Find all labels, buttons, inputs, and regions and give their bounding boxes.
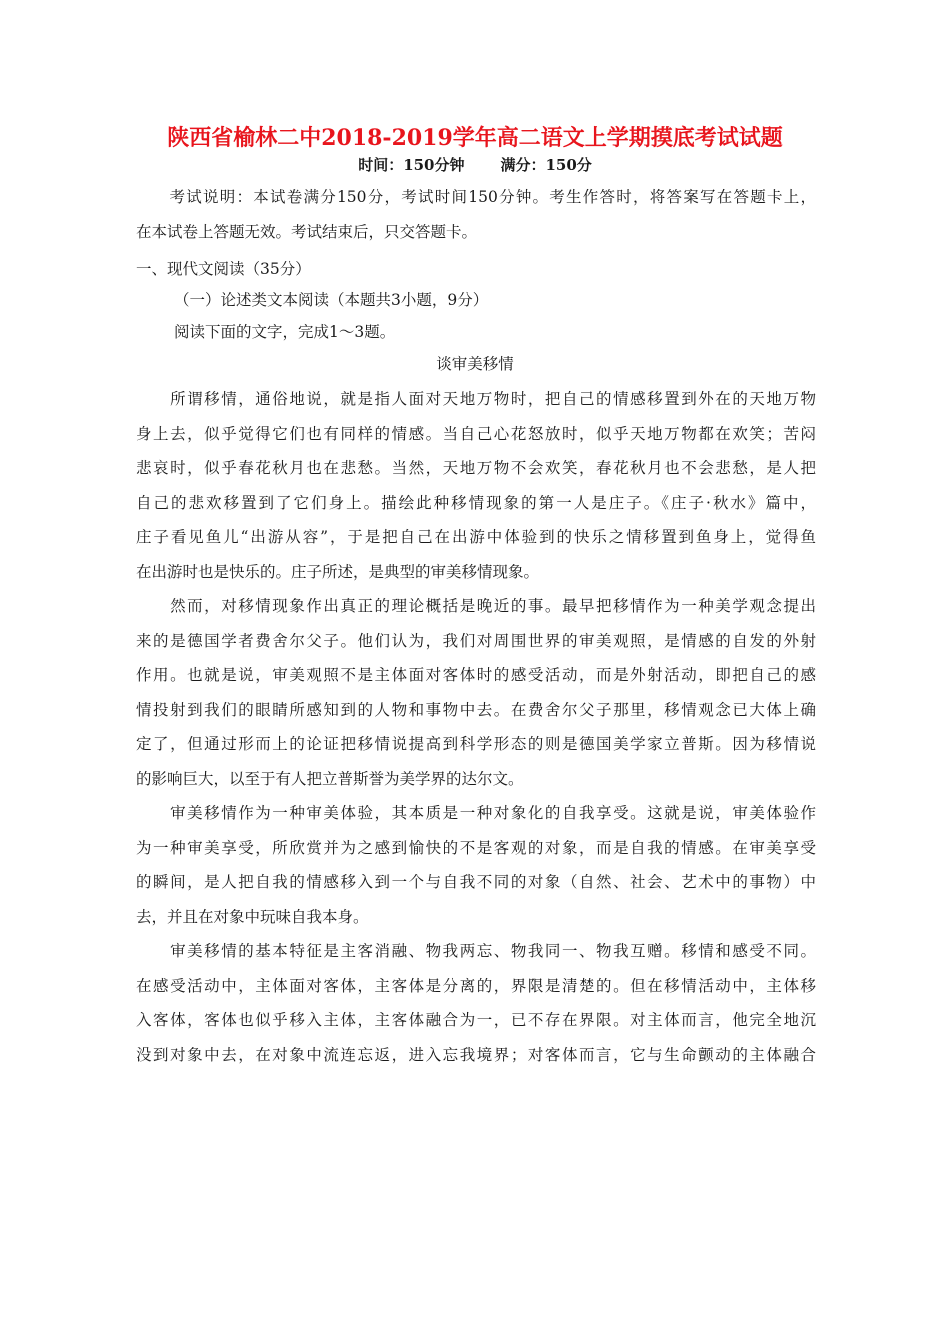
- paragraph-line: 审美移情的基本特征是主客消融、物我两忘、物我同一、物我互赠。移情和感受不同。: [136, 942, 816, 960]
- paragraph-4: [136, 934, 816, 1072]
- paragraph-line: 身上去，似乎觉得它们也有同样的情感。当自己心花怒放时，似乎天地万物都在欢笑；苦闷: [136, 424, 816, 443]
- exam-meta: [0, 154, 950, 176]
- paragraph-line: 审美移情作为一种审美体验，其本质是一种对象化的自我享受。这就是说，审美体验作: [136, 804, 816, 822]
- paragraph-2: [136, 589, 816, 796]
- article-title: 谈审美移情: [436, 355, 514, 373]
- paragraph-line: 庄子看见鱼儿“出游从容”，于是把自己在出游中体验到的快乐之情移置到鱼身上，觉得鱼: [136, 528, 816, 546]
- time-label: 时间：150分钟: [358, 156, 465, 174]
- paragraph-line: 入客体，客体也似乎移入主体，主客体融合为一，已不存在界限。对主体而言，他完全地沉: [136, 1011, 816, 1029]
- instruction-line: 在本试卷上答题无效。考试结束后，只交答题卡。: [136, 222, 478, 241]
- paragraph-line: 来的是德国学者费舍尔父子。他们认为，我们对周围世界的审美观照，是情感的自发的外射: [136, 631, 816, 650]
- paragraph-3: [136, 796, 816, 934]
- article-body: [136, 382, 816, 1072]
- read-prompt: 阅读下面的文字，完成1～3题。: [174, 323, 396, 341]
- exam-title: 陕西省榆林二中2018-2019学年高二语文上学期摸底考试试题: [167, 125, 783, 151]
- paragraph-line: 然而，对移情现象作出真正的理论概括是晚近的事。最早把移情作为一种美学观念提出: [136, 597, 816, 615]
- instructions: [136, 180, 816, 249]
- paragraph-line: 为一种审美享受，所欣赏并为之感到愉快的不是客观的对象，而是自我的情感。在审美享受: [136, 838, 816, 857]
- paragraph-line: 定了，但通过形而上的论证把移情说提高到科学形态的则是德国美学家立普斯。因为移情说: [136, 735, 816, 753]
- instruction-line: 考试说明：本试卷满分150分，考试时间150分钟。考生作答时，将答案写在答题卡上，: [136, 188, 816, 206]
- paragraph-line: 没到对象中去，在对象中流连忘返，进入忘我境界；对客体而言，它与生命颤动的主体融合: [136, 1045, 816, 1064]
- paragraph-line: 去，并且在对象中玩味自我本身。: [136, 907, 369, 926]
- paragraph-line: 的影响巨大，以至于有人把立普斯誉为美学界的达尔文。: [136, 769, 524, 788]
- paragraph-line: 自己的悲欢移置到了它们身上。描绘此种移情现象的第一人是庄子。《庄子·秋水》篇中，: [136, 493, 816, 512]
- section-heading: 一、现代文阅读（35分）: [136, 260, 311, 278]
- paragraph-line: 在出游时也是快乐的。庄子所述，是典型的审美移情现象。: [136, 562, 540, 581]
- paragraph-line: 的瞬间，是人把自我的情感移入到一个与自我不同的对象（自然、社会、艺术中的事物）中: [136, 873, 816, 891]
- paragraph-1: [136, 382, 816, 589]
- paragraph-line: 所谓移情，通俗地说，就是指人面对天地万物时，把自己的情感移置到外在的天地万物: [136, 390, 816, 408]
- subsection-heading: （一）论述类文本阅读（本题共3小题，9分）: [174, 291, 489, 309]
- paragraph-line: 悲哀时，似乎春花秋月也在悲愁。当然，天地万物不会欢笑，春花秋月也不会悲愁，是人把: [136, 459, 816, 477]
- paragraph-line: 在感受活动中，主体面对客体，主客体是分离的，界限是清楚的。但在移情活动中，主体移: [136, 976, 816, 995]
- paragraph-line: 情投射到我们的眼睛所感知到的人物和事物中去。在费舍尔父子那里，移情观念已大体上确: [136, 700, 816, 719]
- paragraph-line: 作用。也就是说，审美观照不是主体面对客体时的感受活动，而是外射活动，即把自己的感: [136, 666, 816, 684]
- score-label: 满分：150分: [500, 156, 592, 174]
